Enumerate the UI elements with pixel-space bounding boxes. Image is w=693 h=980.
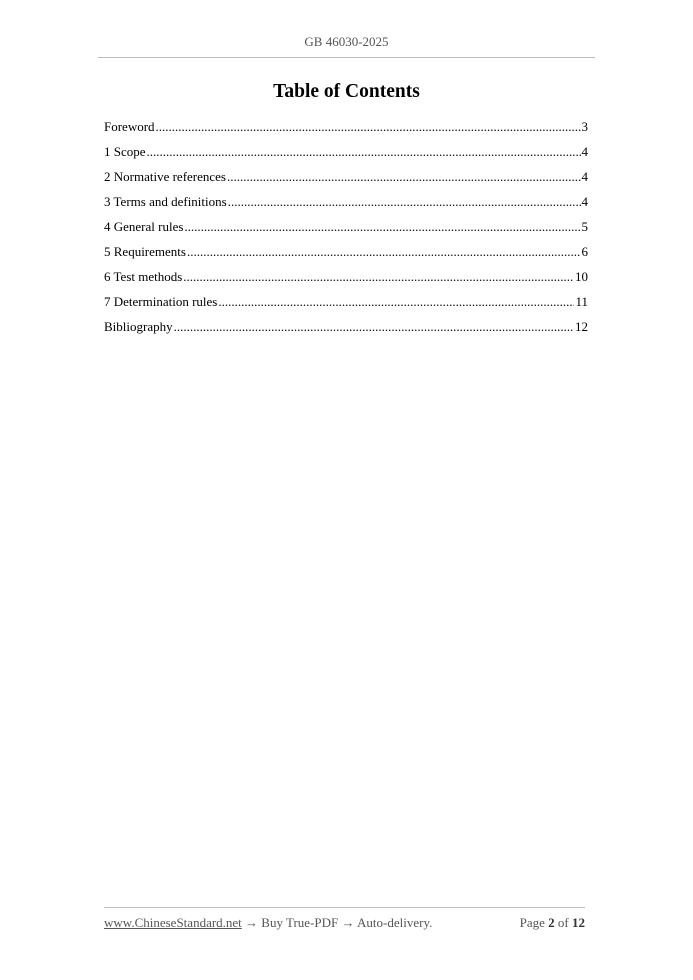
toc-entry-page: 10	[575, 269, 588, 284]
toc-entry-label: 5 Requirements	[104, 244, 186, 259]
toc-entry-label: 6 Test methods	[104, 269, 183, 284]
footer-divider	[104, 907, 585, 908]
toc-entry-page: 4	[581, 144, 588, 159]
page-header	[0, 34, 693, 50]
toc-entry-general-rules[interactable]	[104, 217, 588, 242]
page-number	[520, 915, 585, 931]
toc-entry-page: 5	[581, 219, 588, 234]
toc-entry-scope[interactable]	[104, 142, 588, 167]
toc-entry-label: 2 Normative references	[104, 169, 226, 184]
footer-promo	[104, 915, 432, 931]
toc-leader-dots	[174, 317, 574, 337]
toc-entry-normative-references[interactable]	[104, 167, 588, 192]
toc-entry-page: 6	[581, 244, 588, 259]
page-total: 12	[572, 915, 585, 930]
toc-entry-label: 3 Terms and definitions	[104, 194, 227, 209]
page-prefix: Page	[519, 915, 549, 930]
toc-entry-test-methods[interactable]	[104, 267, 588, 292]
toc-entry-page: 11	[575, 294, 588, 309]
toc-title: Table of Contents	[273, 81, 420, 102]
toc-entry-foreword[interactable]	[104, 117, 588, 142]
page-footer	[104, 915, 585, 931]
toc-leader-dots	[187, 242, 581, 262]
page-of: of	[554, 915, 572, 930]
toc-entry-label: 7 Determination rules	[104, 294, 218, 309]
toc-entry-bibliography[interactable]	[104, 317, 588, 342]
toc-entry-page: 12	[575, 319, 588, 334]
toc-leader-dots	[184, 217, 580, 237]
toc-leader-dots	[228, 192, 581, 212]
header-divider	[98, 57, 595, 58]
footer-tagline: → Buy True-PDF → Auto-delivery.	[241, 915, 433, 930]
toc-entry-page: 4	[581, 194, 588, 209]
document-id: GB 46030-2025	[304, 34, 389, 49]
toc-leader-dots	[218, 292, 574, 312]
website-link[interactable]: www.ChineseStandard.net	[104, 915, 242, 930]
toc-entry-page: 4	[581, 169, 588, 184]
toc-leader-dots	[156, 117, 581, 137]
toc-entry-label: 4 General rules	[104, 219, 184, 234]
toc-entry-label: Bibliography	[104, 319, 173, 334]
toc-entry-requirements[interactable]	[104, 242, 588, 267]
toc-leader-dots	[183, 267, 574, 287]
toc-leader-dots	[227, 167, 581, 187]
toc-entry-determination-rules[interactable]	[104, 292, 588, 317]
toc-entry-page: 3	[581, 119, 588, 134]
toc-leader-dots	[147, 142, 581, 162]
toc-entry-terms-and-definitions[interactable]	[104, 192, 588, 217]
toc-entry-label: 1 Scope	[104, 144, 146, 159]
toc-list	[104, 117, 588, 342]
toc-entry-label: Foreword	[104, 119, 155, 134]
page-current: 2	[548, 915, 555, 930]
